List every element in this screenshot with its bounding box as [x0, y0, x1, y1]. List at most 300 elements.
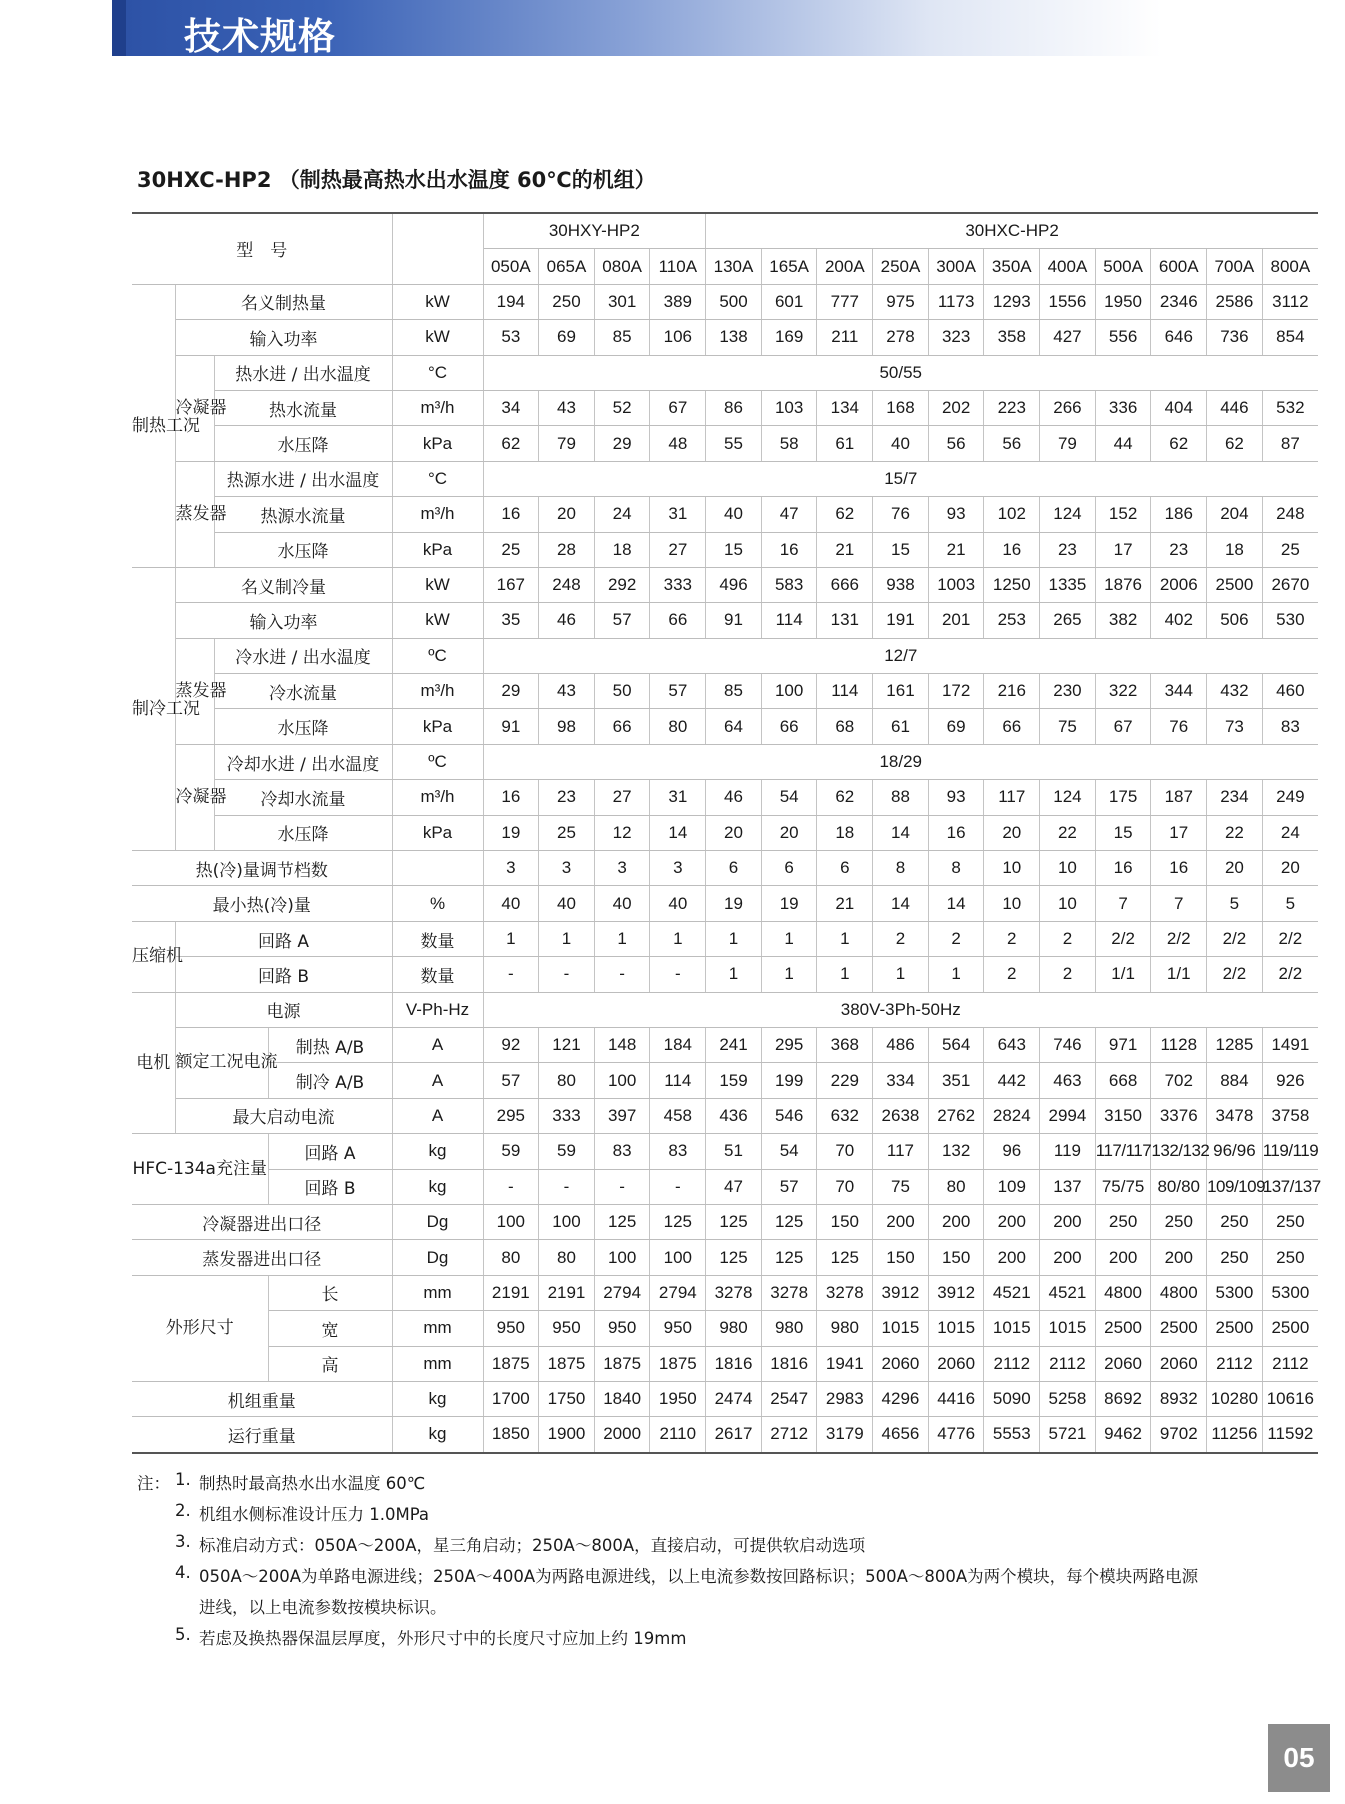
weight-value: 5258: [1040, 1381, 1096, 1416]
heat-cap-value: 777: [817, 284, 873, 319]
cd-drop-value: 14: [873, 815, 929, 850]
min-cap-value: 7: [1095, 886, 1151, 921]
op-weight-value: 1850: [483, 1417, 539, 1453]
comp-b-value: 2: [1040, 957, 1096, 992]
group-header-hxy: 30HXY-HP2: [483, 213, 706, 249]
dim-l-value: 5300: [1207, 1275, 1263, 1310]
dim-w-value: 2500: [1207, 1311, 1263, 1346]
row-label: 回路 B: [175, 957, 392, 992]
hs-drop-value: 28: [539, 532, 595, 567]
dim-w-value: 2500: [1151, 1311, 1207, 1346]
cw-drop-value: 66: [984, 709, 1040, 744]
ref-b-value: -: [594, 1169, 650, 1204]
model-header: 165A: [761, 249, 817, 284]
model-header: 080A: [594, 249, 650, 284]
note-number: 4.: [175, 1563, 191, 1582]
ref-b-value: 75/75: [1095, 1169, 1151, 1204]
cool-power-value: 506: [1207, 603, 1263, 638]
banner-accent-bar: [112, 0, 126, 56]
dim-w-value: 2500: [1095, 1311, 1151, 1346]
cur-heat-value: 1128: [1151, 1027, 1207, 1062]
hw-flow-value: 336: [1095, 390, 1151, 425]
dim-w-value: 1015: [984, 1311, 1040, 1346]
min-cap-value: 19: [761, 886, 817, 921]
row-label: 最小热(冷)量: [132, 886, 392, 921]
heat-cap-value: 301: [594, 284, 650, 319]
dim-h-value: 1941: [817, 1346, 873, 1381]
weight-value: 8932: [1151, 1381, 1207, 1416]
cd-flow-value: 27: [594, 780, 650, 815]
stages-value: 3: [650, 851, 706, 886]
cool-power-value: 114: [761, 603, 817, 638]
row-label: 制热 A/B: [268, 1027, 392, 1062]
cw-flow-value: 230: [1040, 674, 1096, 709]
dim-h-value: 2112: [984, 1346, 1040, 1381]
cw-flow-value: 216: [984, 674, 1040, 709]
dim-l-value: 5300: [1262, 1275, 1318, 1310]
cond-pipe-value: 250: [1207, 1204, 1263, 1239]
row-label: 输入功率: [175, 603, 392, 638]
ref-b-value: 47: [706, 1169, 762, 1204]
model-header: 110A: [650, 249, 706, 284]
cd-flow-value: 175: [1095, 780, 1151, 815]
ref-a-value: 83: [650, 1134, 706, 1169]
cond-pipe-value: 200: [1040, 1204, 1096, 1239]
hs-drop-value: 27: [650, 532, 706, 567]
cd-drop-value: 22: [1040, 815, 1096, 850]
cur-cool-value: 334: [873, 1063, 929, 1098]
cool-power-value: 66: [650, 603, 706, 638]
table-row: [132, 1240, 1318, 1275]
cd-flow-value: 46: [706, 780, 762, 815]
weight-value: 10616: [1262, 1381, 1318, 1416]
cw-flow-value: 344: [1151, 674, 1207, 709]
hs-flow-value: 40: [706, 497, 762, 532]
hw-flow-value: 103: [761, 390, 817, 425]
weight-value: 2547: [761, 1381, 817, 1416]
ref-b-value: -: [483, 1169, 539, 1204]
cur-start-value: 458: [650, 1098, 706, 1133]
hw-drop-value: 79: [539, 426, 595, 461]
cur-cool-value: 100: [594, 1063, 650, 1098]
hs-drop-value: 18: [1207, 532, 1263, 567]
cd-drop-value: 18: [817, 815, 873, 850]
hw-flow-value: 43: [539, 390, 595, 425]
ref-a-value: 117/117: [1095, 1134, 1151, 1169]
row-unit: Dg: [392, 1240, 483, 1275]
cd-flow-value: 249: [1262, 780, 1318, 815]
cw-drop-value: 61: [873, 709, 929, 744]
cur-start-value: 3758: [1262, 1098, 1318, 1133]
cool-cap-value: 333: [650, 567, 706, 602]
weight-value: 4416: [928, 1381, 984, 1416]
row-label: 水压降: [214, 426, 392, 461]
heat-power-value: 169: [761, 320, 817, 355]
row-unit: ºC: [392, 744, 483, 779]
cw-flow-value: 114: [817, 674, 873, 709]
row-unit: kW: [392, 284, 483, 319]
dim-h-value: 1875: [594, 1346, 650, 1381]
hw-drop-value: 48: [650, 426, 706, 461]
heat-cap-value: 2586: [1207, 284, 1263, 319]
cw-drop-value: 75: [1040, 709, 1096, 744]
evap-pipe-value: 125: [706, 1240, 762, 1275]
cur-heat-value: 92: [483, 1027, 539, 1062]
hw-drop-value: 62: [1151, 426, 1207, 461]
cool-cap-value: 292: [594, 567, 650, 602]
row-unit: %: [392, 886, 483, 921]
cool-cap-value: 1335: [1040, 567, 1096, 602]
category-label: 冷凝器: [175, 744, 214, 850]
weight-value: 1700: [483, 1381, 539, 1416]
min-cap-value: 5: [1207, 886, 1263, 921]
ref-b-value: 109/109: [1207, 1169, 1263, 1204]
heat-cap-value: 601: [761, 284, 817, 319]
hw-drop-value: 44: [1095, 426, 1151, 461]
hs-drop-value: 15: [873, 532, 929, 567]
ref-a-value: 83: [594, 1134, 650, 1169]
cw-flow-value: 322: [1095, 674, 1151, 709]
table-row: [132, 674, 1318, 709]
cool-cap-value: 496: [706, 567, 762, 602]
cw-drop-value: 64: [706, 709, 762, 744]
row-unit: 数量: [392, 957, 483, 992]
model-header: 型 号: [132, 213, 392, 284]
model-header: 130A: [706, 249, 762, 284]
ref-a-value: 132/132: [1151, 1134, 1207, 1169]
note-text: 050A～200A为单路电源进线；250A～400A为两路电源进线，以上电流参数按回路标识；500A～800A为两个模块，每个模块两路电源: [199, 1567, 1199, 1586]
hw-drop-value: 62: [483, 426, 539, 461]
category-label: 制冷工况: [132, 567, 175, 850]
row-label: 电源: [175, 992, 392, 1027]
comp-a-value: 2/2: [1095, 921, 1151, 956]
dim-l-value: 4800: [1151, 1275, 1207, 1310]
cool-cap-value: 2500: [1207, 567, 1263, 602]
cd-drop-value: 24: [1262, 815, 1318, 850]
comp-a-value: 2/2: [1151, 921, 1207, 956]
table-row: [132, 603, 1318, 638]
cw-flow-value: 57: [650, 674, 706, 709]
heat-power-value: 736: [1207, 320, 1263, 355]
row-unit: mm: [392, 1346, 483, 1381]
cur-heat-value: 241: [706, 1027, 762, 1062]
cool-power-value: 191: [873, 603, 929, 638]
category-label: 外形尺寸: [132, 1275, 268, 1381]
weight-value: 1750: [539, 1381, 595, 1416]
page-title: 技术规格: [184, 15, 336, 58]
cool-cap-value: 583: [761, 567, 817, 602]
heat-power-value: 646: [1151, 320, 1207, 355]
dim-w-value: 950: [650, 1311, 706, 1346]
note-text: 机组水侧标准设计压力 1.0MPa: [199, 1505, 430, 1524]
model-header: 250A: [873, 249, 929, 284]
stages-value: 8: [873, 851, 929, 886]
row-label: 蒸发器进出口径: [132, 1240, 392, 1275]
hs-drop-value: 25: [1262, 532, 1318, 567]
row-unit: kW: [392, 320, 483, 355]
hw-flow-value: 223: [984, 390, 1040, 425]
min-cap-value: 14: [928, 886, 984, 921]
cond-pipe-value: 125: [650, 1204, 706, 1239]
heat-power-value: 358: [984, 320, 1040, 355]
ref-a-value: 96: [984, 1134, 1040, 1169]
dim-h-value: 2112: [1207, 1346, 1263, 1381]
row-label: 机组重量: [132, 1381, 392, 1416]
min-cap-value: 14: [873, 886, 929, 921]
hs-flow-value: 76: [873, 497, 929, 532]
row-label: 最大启动电流: [175, 1098, 392, 1133]
min-cap-value: 40: [650, 886, 706, 921]
evap-pipe-value: 125: [761, 1240, 817, 1275]
heat-power-value: 138: [706, 320, 762, 355]
cool-power-value: 402: [1151, 603, 1207, 638]
cw-drop-value: 68: [817, 709, 873, 744]
dim-h-value: 1816: [761, 1346, 817, 1381]
category-label: 额定工况电流: [175, 1027, 268, 1098]
table-row: [132, 426, 1318, 461]
hs-flow-value: 248: [1262, 497, 1318, 532]
cur-start-value: 2824: [984, 1098, 1040, 1133]
row-unit: kPa: [392, 532, 483, 567]
dim-l-value: 2191: [483, 1275, 539, 1310]
heat-power-value: 85: [594, 320, 650, 355]
hs-flow-value: 31: [650, 497, 706, 532]
hs-flow-value: 186: [1151, 497, 1207, 532]
cur-heat-value: 368: [817, 1027, 873, 1062]
evap-pipe-value: 200: [1095, 1240, 1151, 1275]
cw-flow-value: 432: [1207, 674, 1263, 709]
comp-b-value: -: [539, 957, 595, 992]
weight-value: 10280: [1207, 1381, 1263, 1416]
row-unit: [392, 851, 483, 886]
heat-power-value: 69: [539, 320, 595, 355]
cur-cool-value: 668: [1095, 1063, 1151, 1098]
cur-heat-value: 148: [594, 1027, 650, 1062]
heat-cap-value: 1173: [928, 284, 984, 319]
cw-drop-value: 66: [594, 709, 650, 744]
row-unit: °C: [392, 355, 483, 390]
row-unit: 数量: [392, 921, 483, 956]
cw-drop-value: 66: [761, 709, 817, 744]
model-header: 600A: [1151, 249, 1207, 284]
cool-power-value: 131: [817, 603, 873, 638]
hs-drop-value: 15: [706, 532, 762, 567]
cw-drop-value: 91: [483, 709, 539, 744]
hs-drop-value: 16: [761, 532, 817, 567]
heat-power-value: 53: [483, 320, 539, 355]
cond-pipe-value: 125: [706, 1204, 762, 1239]
span-value: 380V-3Ph-50Hz: [483, 992, 1318, 1027]
heat-power-value: 211: [817, 320, 873, 355]
row-unit: A: [392, 1027, 483, 1062]
dim-l-value: 3278: [761, 1275, 817, 1310]
hw-drop-value: 79: [1040, 426, 1096, 461]
stages-value: 8: [928, 851, 984, 886]
row-label: 回路 A: [175, 921, 392, 956]
cd-flow-value: 93: [928, 780, 984, 815]
cond-pipe-value: 200: [984, 1204, 1040, 1239]
heat-cap-value: 1293: [984, 284, 1040, 319]
cd-flow-value: 16: [483, 780, 539, 815]
cd-drop-value: 20: [761, 815, 817, 850]
weight-value: 2983: [817, 1381, 873, 1416]
op-weight-value: 2110: [650, 1417, 706, 1453]
hs-flow-value: 204: [1207, 497, 1263, 532]
cur-heat-value: 564: [928, 1027, 984, 1062]
cool-cap-value: 248: [539, 567, 595, 602]
cd-flow-value: 234: [1207, 780, 1263, 815]
row-label: 冷却水流量: [214, 780, 392, 815]
row-unit: kPa: [392, 426, 483, 461]
span-value: 12/7: [483, 638, 1318, 673]
hw-flow-value: 532: [1262, 390, 1318, 425]
model-header: 065A: [539, 249, 595, 284]
comp-a-value: 1: [483, 921, 539, 956]
row-unit: kW: [392, 603, 483, 638]
table-row: [132, 1063, 1318, 1098]
row-label: 冷凝器进出口径: [132, 1204, 392, 1239]
op-weight-value: 5553: [984, 1417, 1040, 1453]
cur-cool-value: 199: [761, 1063, 817, 1098]
table-row: [132, 497, 1318, 532]
stages-value: 20: [1207, 851, 1263, 886]
cd-drop-value: 25: [539, 815, 595, 850]
ref-a-value: 59: [539, 1134, 595, 1169]
op-weight-value: 4656: [873, 1417, 929, 1453]
heat-power-value: 278: [873, 320, 929, 355]
row-unit: kPa: [392, 815, 483, 850]
hs-flow-value: 20: [539, 497, 595, 532]
comp-b-value: 1/1: [1095, 957, 1151, 992]
cur-start-value: 3376: [1151, 1098, 1207, 1133]
comp-b-value: 1/1: [1151, 957, 1207, 992]
row-label: 回路 A: [268, 1134, 392, 1169]
page-number: 05: [1268, 1724, 1330, 1792]
hw-drop-value: 40: [873, 426, 929, 461]
ref-a-value: 70: [817, 1134, 873, 1169]
cond-pipe-value: 200: [873, 1204, 929, 1239]
dim-l-value: 3912: [928, 1275, 984, 1310]
hs-flow-value: 152: [1095, 497, 1151, 532]
spec-table: [132, 212, 1321, 1454]
table-row: [132, 886, 1318, 921]
dim-l-value: 4521: [984, 1275, 1040, 1310]
cond-pipe-value: 125: [761, 1204, 817, 1239]
dim-w-value: 950: [483, 1311, 539, 1346]
cw-flow-value: 85: [706, 674, 762, 709]
note-number: 2.: [175, 1501, 191, 1520]
min-cap-value: 19: [706, 886, 762, 921]
hw-flow-value: 34: [483, 390, 539, 425]
comp-b-value: -: [594, 957, 650, 992]
dim-w-value: 950: [539, 1311, 595, 1346]
min-cap-value: 10: [984, 886, 1040, 921]
row-unit: °C: [392, 461, 483, 496]
cur-start-value: 2638: [873, 1098, 929, 1133]
table-row: [132, 1169, 1318, 1204]
comp-a-value: 2: [1040, 921, 1096, 956]
dim-h-value: 2112: [1040, 1346, 1096, 1381]
op-weight-value: 9702: [1151, 1417, 1207, 1453]
cond-pipe-value: 100: [483, 1204, 539, 1239]
hs-drop-value: 18: [594, 532, 650, 567]
row-label: 高: [268, 1346, 392, 1381]
evap-pipe-value: 80: [539, 1240, 595, 1275]
cur-cool-value: 159: [706, 1063, 762, 1098]
min-cap-value: 40: [483, 886, 539, 921]
op-weight-value: 3179: [817, 1417, 873, 1453]
comp-b-value: 1: [761, 957, 817, 992]
row-label: 制冷 A/B: [268, 1063, 392, 1098]
dim-w-value: 980: [817, 1311, 873, 1346]
cd-flow-value: 124: [1040, 780, 1096, 815]
ref-a-value: 119/119: [1262, 1134, 1318, 1169]
evap-pipe-value: 150: [928, 1240, 984, 1275]
cond-pipe-value: 250: [1095, 1204, 1151, 1239]
cd-drop-value: 20: [984, 815, 1040, 850]
comp-b-value: 1: [928, 957, 984, 992]
group-header-hxc: 30HXC-HP2: [706, 213, 1318, 249]
hs-drop-value: 23: [1040, 532, 1096, 567]
cur-start-value: 333: [539, 1098, 595, 1133]
comp-a-value: 2/2: [1262, 921, 1318, 956]
model-header: 050A: [483, 249, 539, 284]
table-row: [132, 213, 1318, 249]
row-unit: kPa: [392, 709, 483, 744]
hs-flow-value: 93: [928, 497, 984, 532]
table-row: [132, 1134, 1318, 1169]
row-unit: Dg: [392, 1204, 483, 1239]
row-label: 热水流量: [214, 390, 392, 425]
table-row: [132, 1275, 1318, 1310]
table-row: [132, 1381, 1318, 1416]
evap-pipe-value: 200: [984, 1240, 1040, 1275]
heat-cap-value: 1556: [1040, 284, 1096, 319]
cd-drop-value: 20: [706, 815, 762, 850]
cd-flow-value: 187: [1151, 780, 1207, 815]
min-cap-value: 5: [1262, 886, 1318, 921]
dim-l-value: 4800: [1095, 1275, 1151, 1310]
dim-l-value: 2794: [650, 1275, 706, 1310]
row-label: 热(冷)量调节档数: [132, 851, 392, 886]
cw-flow-value: 172: [928, 674, 984, 709]
op-weight-value: 1900: [539, 1417, 595, 1453]
cd-flow-value: 31: [650, 780, 706, 815]
ref-b-value: 109: [984, 1169, 1040, 1204]
row-label: 热水进 / 出水温度: [214, 355, 392, 390]
table-row: [132, 921, 1318, 956]
dim-l-value: 4521: [1040, 1275, 1096, 1310]
ref-b-value: 75: [873, 1169, 929, 1204]
evap-pipe-value: 100: [650, 1240, 706, 1275]
weight-value: 4296: [873, 1381, 929, 1416]
hw-flow-value: 202: [928, 390, 984, 425]
cool-power-value: 201: [928, 603, 984, 638]
stages-value: 20: [1262, 851, 1318, 886]
heat-cap-value: 975: [873, 284, 929, 319]
cur-start-value: 546: [761, 1098, 817, 1133]
ref-b-value: 80: [928, 1169, 984, 1204]
dim-h-value: 2060: [1151, 1346, 1207, 1381]
weight-value: 2474: [706, 1381, 762, 1416]
cd-drop-value: 17: [1151, 815, 1207, 850]
model-header: 700A: [1207, 249, 1263, 284]
ref-a-value: 119: [1040, 1134, 1096, 1169]
comp-a-value: 1: [539, 921, 595, 956]
comp-a-value: 1: [706, 921, 762, 956]
hs-drop-value: 21: [817, 532, 873, 567]
min-cap-value: 21: [817, 886, 873, 921]
